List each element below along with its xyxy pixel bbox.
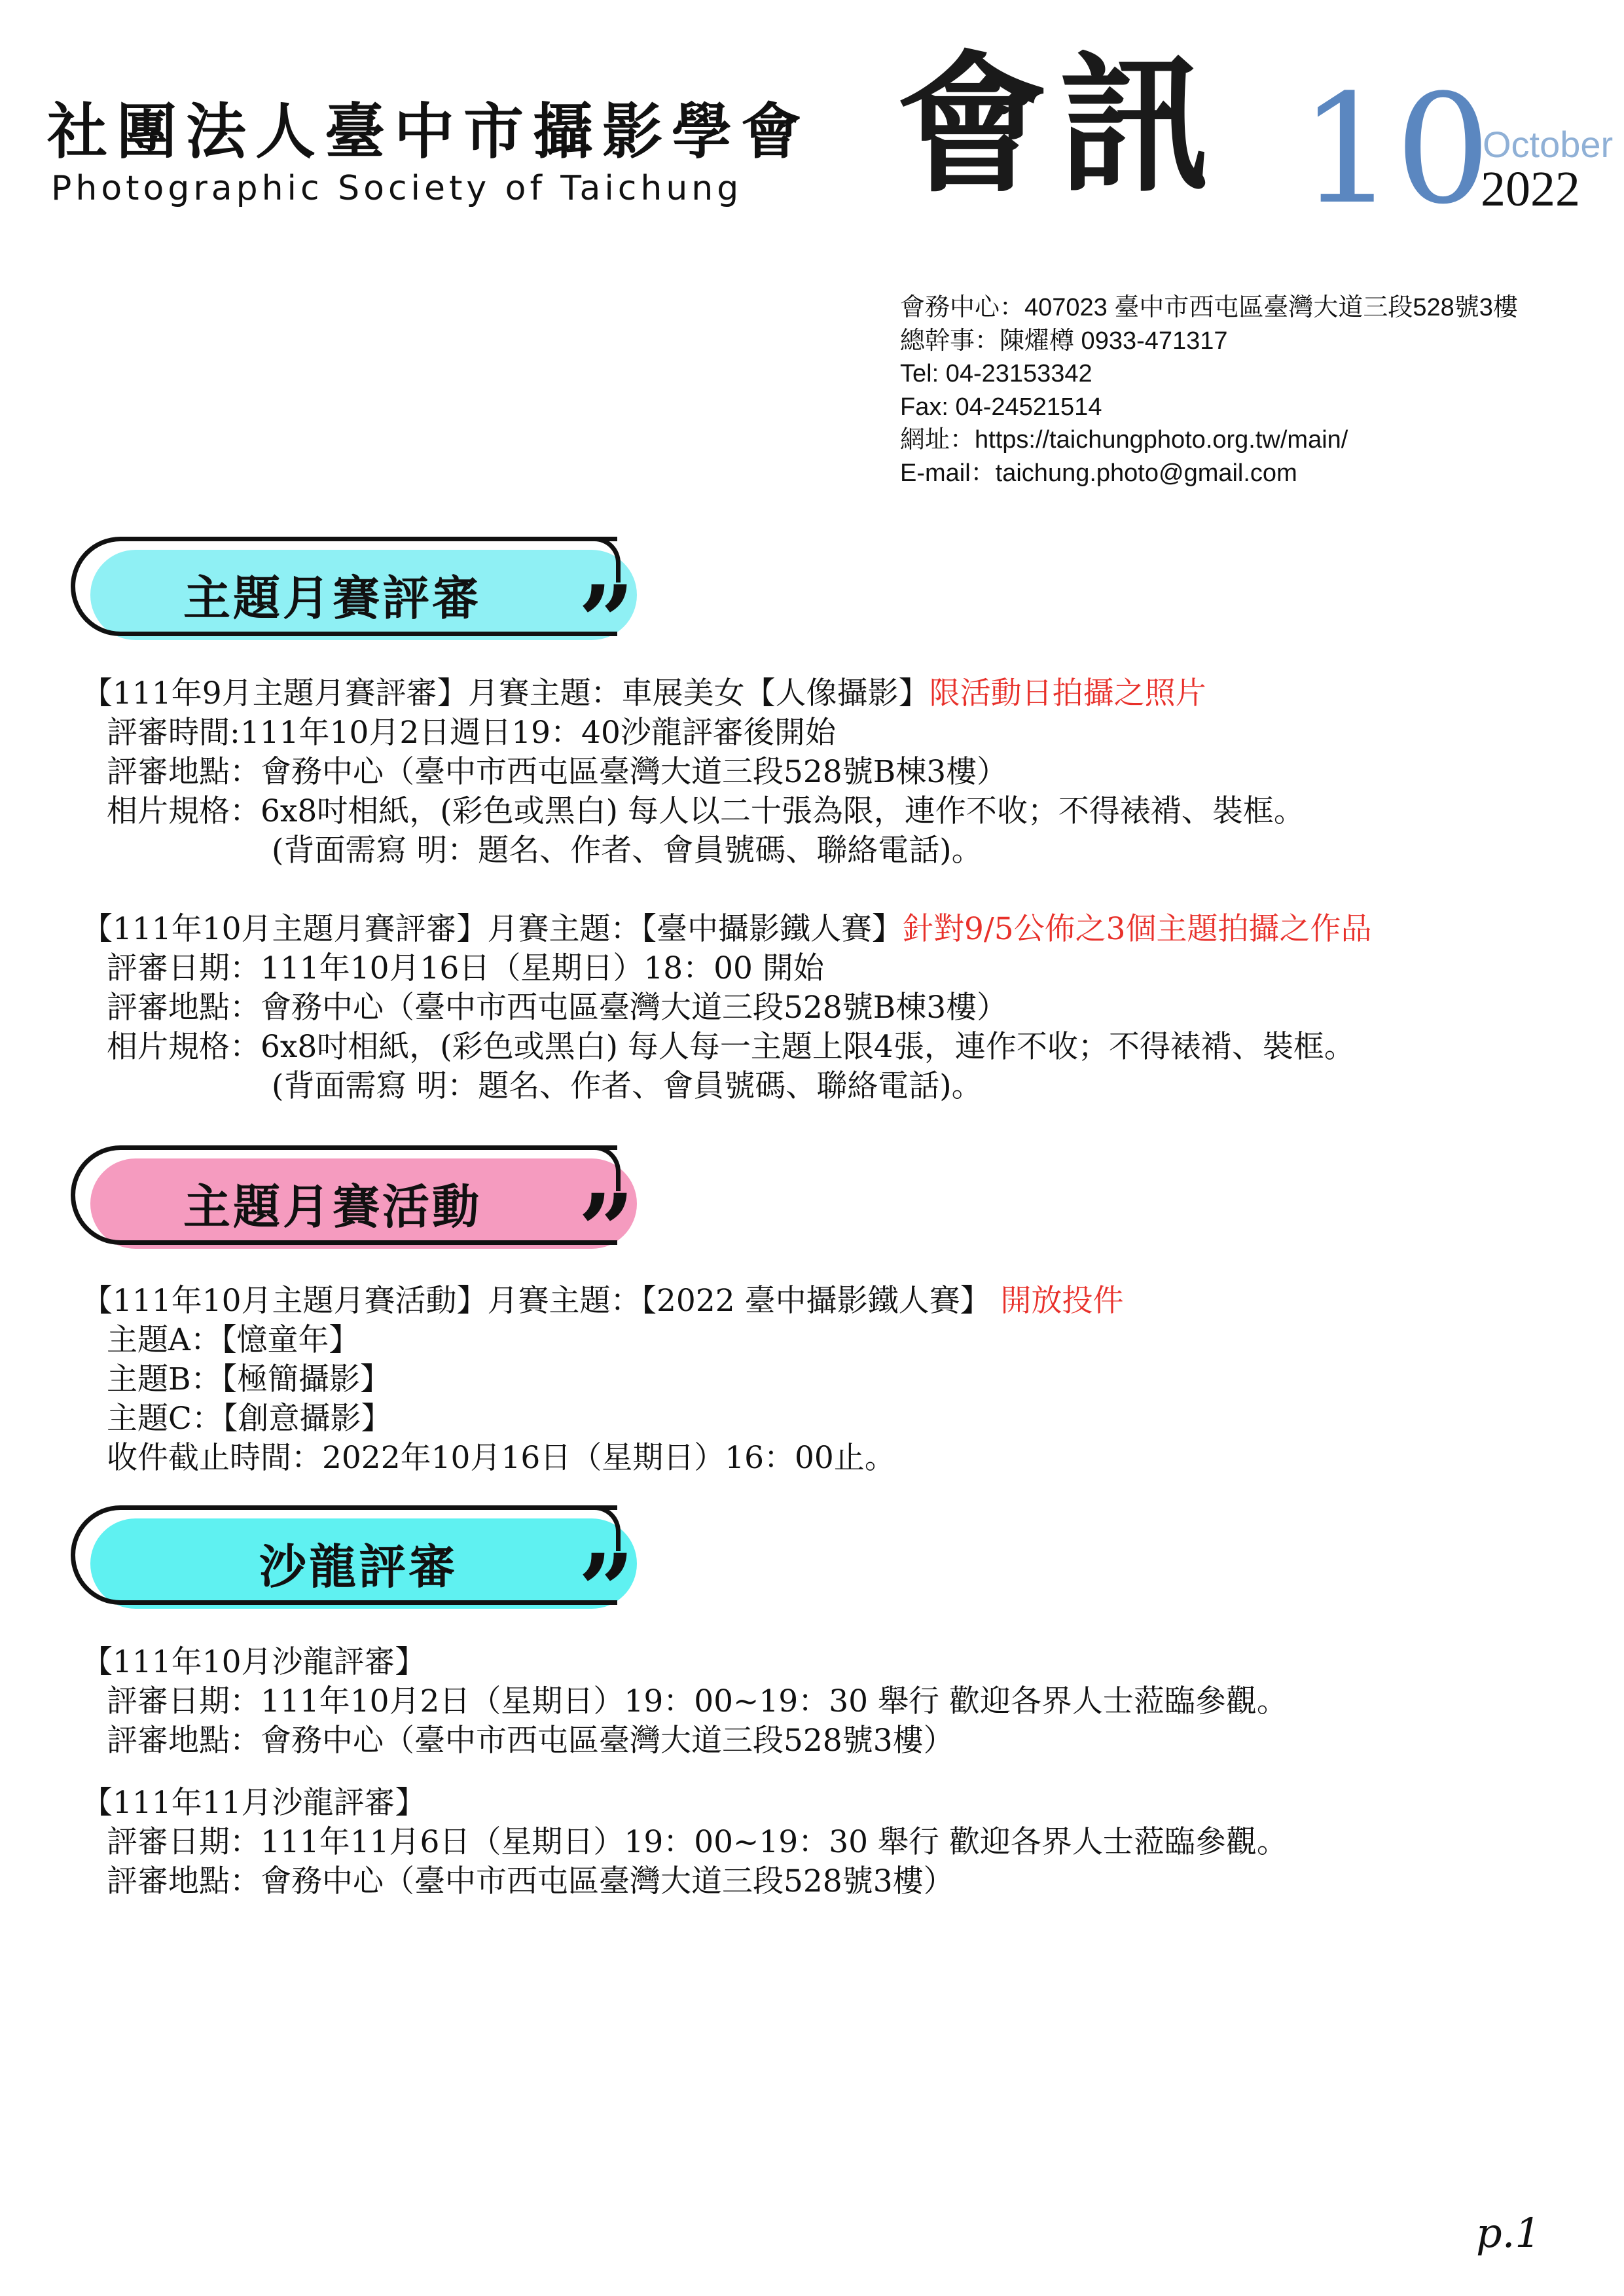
item-heading-highlight: 限活動日拍攝之照片 (929, 675, 1206, 711)
section-header-salon-judging (71, 1505, 640, 1648)
item-line: 評審日期：111年10月16日（星期日）18：00 開始 (107, 950, 824, 986)
item-line: 評審地點：會務中心（臺中市西屯區臺灣大道三段528號3樓） (107, 1863, 954, 1899)
item-sept-judging (82, 674, 1305, 870)
item-line: 相片規格：6x8吋相紙，(彩色或黑白) 每人以二十張為限，連作不收；不得裱褙、裝框。 (107, 793, 1305, 829)
page-number: p.1 (1476, 2209, 1541, 2257)
item-line: 評審地點：會務中心（臺中市西屯區臺灣大道三段528號B棟3樓） (107, 754, 1008, 790)
item-line: 評審地點：會務中心（臺中市西屯區臺灣大道三段528號B棟3樓） (107, 990, 1008, 1026)
contact-secretary: 總幹事：陳燿樽 0933-471317 (900, 327, 1228, 355)
item-oct-activity (82, 1282, 1124, 1478)
item-heading-highlight: 開放投件 (1000, 1283, 1124, 1319)
org-name-english: Photographic Society of Taichung (51, 169, 743, 208)
item-heading: 【111年9月主題月賽評審】月賽主題：車展美女【人像攝影】限活動日拍攝之照片 (82, 675, 1206, 711)
issue-month: October (1483, 124, 1614, 165)
item-line: 相片規格：6x8吋相紙，(彩色或黑白) 每人每一主題上限4張，連作不收；不得裱褙、裝框。 (107, 1029, 1355, 1065)
item-line: 評審日期：111年10月2日（星期日）19：00~19：30 舉行 歡迎各界人士蒞臨參觀。 (107, 1683, 1288, 1719)
item-heading-highlight: 針對9/5公佈之3個主題拍攝之作品 (903, 911, 1372, 947)
issue-year: 2022 (1481, 162, 1580, 217)
org-name-chinese: 社團法人臺中市攝影學會 (47, 97, 811, 167)
item-line: 主題A：【憶童年】 (107, 1322, 360, 1358)
contact-address: 會務中心：407023 臺中市西屯區臺灣大道三段528號3樓 (900, 294, 1518, 321)
section-title: 沙龍評審 (259, 1539, 458, 1594)
item-heading: 【111年10月沙龍評審】 (82, 1644, 426, 1680)
contact-fax: Fax: 04-24521514 (900, 393, 1102, 421)
quote-mark-icon: ” (578, 564, 635, 679)
contact-tel: Tel: 04-23153342 (900, 360, 1092, 387)
quote-mark-icon: ” (578, 1173, 635, 1288)
contact-website[interactable]: 網址：https://taichungphoto.org.tw/main/ (900, 426, 1348, 454)
item-line: 收件截止時間：2022年10月16日（星期日）16：00止。 (107, 1440, 895, 1476)
item-nov-salon (82, 1784, 1288, 1901)
item-oct-salon (82, 1643, 1288, 1761)
quote-mark-icon: ” (578, 1533, 635, 1648)
item-line: 評審日期：111年11月6日（星期日）19：00~19：30 舉行 歡迎各界人士蒞臨參觀。 (107, 1824, 1288, 1860)
issue-number: 10 (1299, 63, 1491, 238)
item-heading: 【111年11月沙龍評審】 (82, 1785, 426, 1821)
contact-email[interactable]: E-mail：taichung.photo@gmail.com (900, 459, 1297, 487)
item-line: 主題B：【極簡攝影】 (107, 1361, 391, 1397)
item-oct-judging (82, 910, 1372, 1106)
item-heading: 【111年10月主題月賽活動】月賽主題：【2022 臺中攝影鐵人賽】 開放投件 (82, 1283, 1124, 1319)
item-line: 評審地點：會務中心（臺中市西屯區臺灣大道三段528號3樓） (107, 1723, 954, 1759)
contact-info (900, 291, 1518, 490)
section-title: 主題月賽評審 (183, 571, 482, 626)
item-note: (背面需寫 明：題名、作者、會員號碼、聯絡電話)。 (272, 1068, 983, 1104)
item-note: (背面需寫 明：題名、作者、會員號碼、聯絡電話)。 (272, 833, 983, 869)
item-heading: 【111年10月主題月賽評審】月賽主題：【臺中攝影鐵人賽】針對9/5公佈之3個主題拍攝之作品 (82, 911, 1372, 947)
section-title: 主題月賽活動 (183, 1179, 482, 1234)
item-line: 主題C：【創意攝影】 (107, 1401, 392, 1437)
item-line: 評審時間:111年10月2日週日19：40沙龍評審後開始 (107, 715, 836, 751)
newsletter-title: 會訊 (897, 39, 1222, 213)
section-header-monthly-judging (71, 537, 640, 679)
section-header-monthly-activity (71, 1145, 640, 1288)
